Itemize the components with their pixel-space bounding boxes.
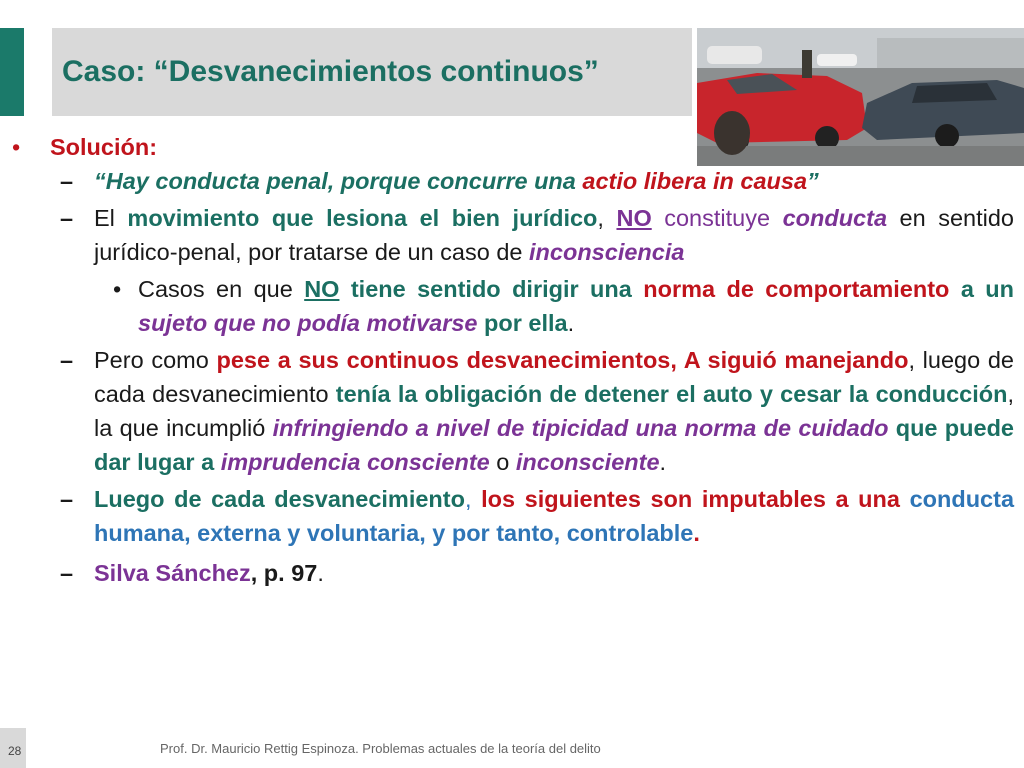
text-segment: inconsciente [515,449,660,475]
slide-body [0,130,1024,593]
text-segment: conducta [782,205,888,231]
dash-marker: – [60,347,74,373]
slide-title: Caso: “Desvanecimientos continuos” [62,55,599,88]
text-segment: . [659,449,667,475]
page-ref: , p. 97 [250,560,318,586]
page-number: 28 [8,744,22,758]
text-segment: Luego de cada desvanecimiento [94,486,465,512]
text-segment: norma de comportamiento [643,276,950,302]
sub-bullet-marker: • [113,276,122,302]
text-segment: sujeto que no podía motivarse [138,310,478,336]
item-pero-como [0,343,1024,479]
item-luego [0,482,1024,550]
text-segment: . [317,560,324,586]
text-segment: Pero como [94,347,217,373]
text-segment: , [464,486,482,512]
text-segment: en sentido jurídico-penal, por tratarse de un caso de [94,205,1014,265]
left-accent-bar [0,28,24,116]
title-box [52,28,692,116]
text-segment: conducta humana, externa y voluntaria, y por tanto, controlable [94,486,1015,546]
text-segment: pese a sus continuos desvanecimientos, A siguió manejando [216,347,909,373]
text-segment: , luego de cada desvanecimiento [94,347,1014,407]
text-segment: NO [304,276,340,302]
text-segment: infringiendo a nivel de tipicidad una norma de cuidado [272,415,889,441]
text-segment: . [693,520,700,546]
solucion-label: Solución: [50,134,158,160]
item-silva [0,556,1024,590]
subitem-casos [0,272,1024,340]
text-segment: ” [807,168,819,194]
dash-marker: – [60,168,74,194]
text-segment: “Hay conducta penal, porque concurre una [94,168,583,194]
text-segment: , [597,205,617,231]
author-name: Silva Sánchez [94,560,251,586]
bullet-solucion [0,130,1024,164]
text-segment: tenía la obligación de detener el auto y cesar la conducción [335,381,1008,407]
text-segment: que puede dar lugar a [94,415,1014,475]
text-segment: movimiento que lesiona el bien jurídico [127,205,598,231]
bullet-marker: • [12,134,21,160]
item-actio-libera [0,164,1024,198]
text-segment: por ella [477,310,568,336]
text-segment: Casos en que [138,276,305,302]
dash-marker: – [60,486,74,512]
item-movimiento [0,201,1024,269]
text-segment: constituye [651,205,783,231]
footer-text: Prof. Dr. Mauricio Rettig Espinoza. Problemas actuales de la teoría del delito [160,741,601,756]
text-segment: tiene sentido dirigir una [339,276,644,302]
text-segment: los siguientes son imputables a una [481,486,900,512]
text-segment: o [489,449,516,475]
dash-marker: – [60,205,74,231]
text-segment: NO [616,205,652,231]
text-segment: inconsciencia [529,239,685,265]
text-segment: actio libera in causa [582,168,808,194]
dash-marker: – [60,560,74,586]
text-segment: a un [949,276,1014,302]
text-segment: . [567,310,575,336]
text-segment: imprudencia consciente [220,449,490,475]
text-segment: El [94,205,128,231]
text-segment: , la que incumplió [94,381,1015,441]
